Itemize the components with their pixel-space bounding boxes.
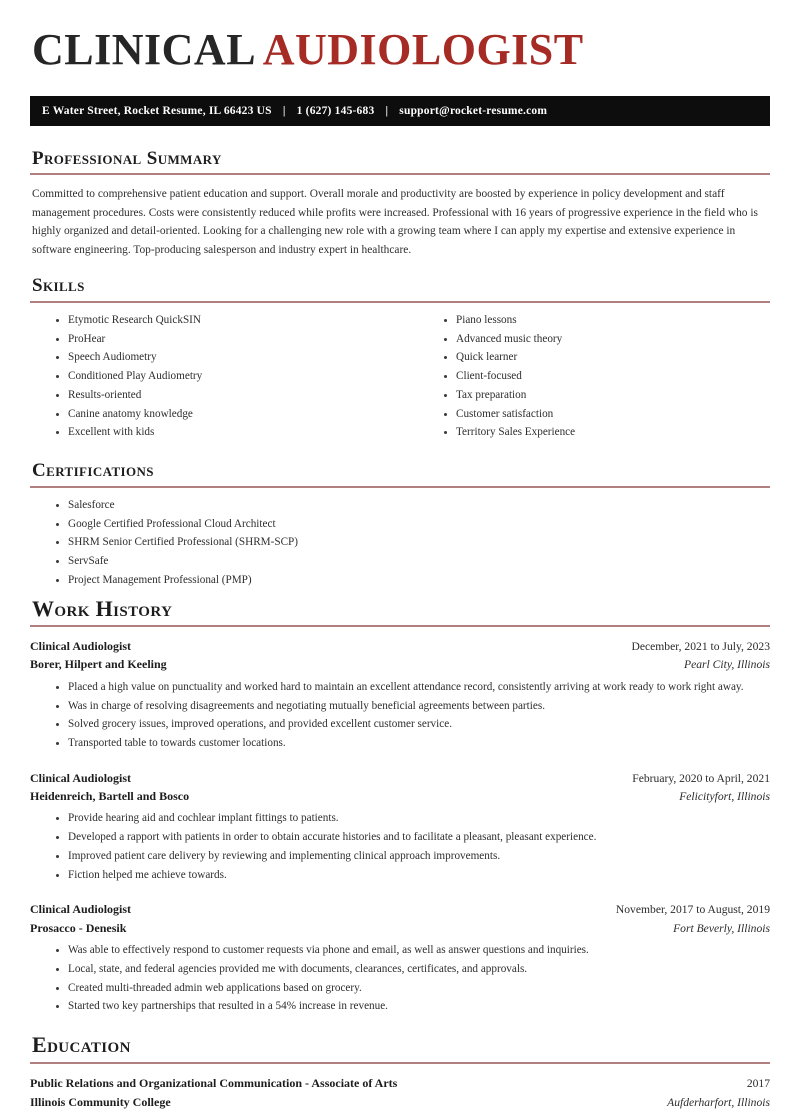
skills-list-left [30, 313, 400, 444]
page-title [32, 26, 770, 74]
list-item: Territory Sales Experience [444, 425, 770, 444]
list-item: Results-oriented [56, 388, 400, 407]
list-item: Placed a high value on punctuality and worked hard to maintain an excellent attendance record, consistently arriving at work ready to work right away. [56, 680, 770, 699]
degree-name: Public Relations and Organizational Communication - Associate of Arts [30, 1074, 397, 1093]
list-item: Started two key partnerships that resulted in a 54% increase in revenue. [56, 999, 770, 1018]
list-item: Google Certified Professional Cloud Architect [56, 517, 770, 536]
work-entry-title-row [30, 769, 770, 787]
skills-list-right [418, 313, 770, 444]
list-item: Advanced music theory [444, 332, 770, 351]
education-year: 2017 [747, 1075, 770, 1093]
education-entries [30, 1074, 770, 1111]
contact-address: E Water Street, Rocket Resume, IL 66423 US [42, 105, 272, 117]
list-item: Excellent with kids [56, 425, 400, 444]
certifications-list [30, 498, 770, 592]
company-name: Heidenreich, Bartell and Bosco [30, 787, 189, 805]
job-dates: November, 2017 to August, 2019 [616, 901, 770, 918]
skills-column-left [30, 313, 400, 444]
section-heading-education: Education [32, 1032, 770, 1058]
job-bullets [30, 680, 770, 755]
list-item: Speech Audiometry [56, 350, 400, 369]
section-heading-work-history: Work History [32, 596, 770, 622]
job-bullets [30, 811, 770, 886]
job-dates: December, 2021 to July, 2023 [631, 638, 770, 655]
section-work-history [30, 596, 770, 1019]
section-skills [30, 275, 770, 444]
work-entry-company-row [30, 787, 770, 805]
school-location: Aufderharfort, Illinois [667, 1094, 770, 1111]
summary-text: Committed to comprehensive patient education and support. Overall morale and productivity are boosted by experience in policy development and staff management procedures. Costs were consistently reduced while profits were increased. Professional with 16 years of progressive experience in the field who is highly organized and detail-oriented. Looking for a challenging new role with a growing team where I can apply my expertise and extensive experience in software engineering. Top-producing salesperson and industry expert in healthcare. [32, 185, 770, 259]
list-item: Improved patient care delivery by reviewing and implementing clinical approach improvements. [56, 849, 770, 868]
job-title: Clinical Audiologist [30, 637, 131, 655]
job-bullets [30, 943, 770, 1018]
work-entry-company-row [30, 919, 770, 937]
section-divider [30, 486, 770, 488]
contact-separator-1: | [275, 105, 294, 117]
list-item: Transported table to towards customer locations. [56, 736, 770, 755]
job-location: Fort Beverly, Illinois [673, 920, 770, 937]
work-entry [30, 900, 770, 1018]
section-divider [30, 625, 770, 627]
list-item: Etymotic Research QuickSIN [56, 313, 400, 332]
work-history-entries [30, 637, 770, 1018]
contact-separator-2: | [377, 105, 396, 117]
list-item: Was in charge of resolving disagreements and negotiating mutually beneficial agreements between parties. [56, 699, 770, 718]
list-item: ServSafe [56, 554, 770, 573]
section-divider [30, 173, 770, 175]
list-item: Canine anatomy knowledge [56, 407, 400, 426]
work-entry-company-row [30, 655, 770, 673]
section-professional-summary [30, 148, 770, 260]
company-name: Borer, Hilpert and Keeling [30, 655, 167, 673]
list-item: Was able to effectively respond to customer requests via phone and email, as well as answer questions and inquiries. [56, 943, 770, 962]
education-degree-row [30, 1074, 770, 1093]
list-item: Salesforce [56, 498, 770, 517]
contact-phone[interactable]: 1 (627) 145-683 [297, 105, 375, 117]
skills-column-right [400, 313, 770, 444]
list-item: Quick learner [444, 350, 770, 369]
list-item: Provide hearing aid and cochlear implant fittings to patients. [56, 811, 770, 830]
list-item: Local, state, and federal agencies provided me with documents, clearances, certificates, and approvals. [56, 962, 770, 981]
section-heading-certifications: Certifications [32, 460, 770, 483]
contact-bar [30, 96, 770, 126]
education-entry [30, 1074, 770, 1111]
contact-email[interactable]: support@rocket-resume.com [399, 105, 547, 117]
section-certifications [30, 460, 770, 591]
work-entry [30, 769, 770, 887]
name-last: AUDIOLOGIST [263, 25, 584, 74]
education-school-row [30, 1093, 770, 1111]
list-item: Developed a rapport with patients in order to obtain accurate histories and to facilitate a pleasant, pleasant experience. [56, 830, 770, 849]
section-heading-summary: Professional Summary [32, 148, 770, 171]
job-location: Felicityfort, Illinois [679, 788, 770, 805]
section-heading-skills: Skills [32, 275, 770, 298]
company-name: Prosacco - Denesik [30, 919, 126, 937]
job-title: Clinical Audiologist [30, 769, 131, 787]
list-item: Fiction helped me achieve towards. [56, 868, 770, 887]
job-title: Clinical Audiologist [30, 900, 131, 918]
list-item: Customer satisfaction [444, 407, 770, 426]
work-entry [30, 637, 770, 755]
section-divider [30, 1062, 770, 1064]
section-education [30, 1032, 770, 1111]
list-item: Created multi-threaded admin web applications based on grocery. [56, 981, 770, 1000]
work-entry-title-row [30, 637, 770, 655]
list-item: Tax preparation [444, 388, 770, 407]
list-item: Conditioned Play Audiometry [56, 369, 400, 388]
list-item: ProHear [56, 332, 400, 351]
job-location: Pearl City, Illinois [684, 656, 770, 673]
name-first: CLINICAL [32, 25, 254, 74]
list-item: Project Management Professional (PMP) [56, 573, 770, 592]
list-item: SHRM Senior Certified Professional (SHRM-SCP) [56, 535, 770, 554]
school-name: Illinois Community College [30, 1093, 171, 1111]
list-item: Client-focused [444, 369, 770, 388]
job-dates: February, 2020 to April, 2021 [632, 770, 770, 787]
skills-columns [30, 313, 770, 444]
list-item: Solved grocery issues, improved operations, and provided excellent customer service. [56, 717, 770, 736]
section-divider [30, 301, 770, 303]
work-entry-title-row [30, 900, 770, 918]
list-item: Piano lessons [444, 313, 770, 332]
